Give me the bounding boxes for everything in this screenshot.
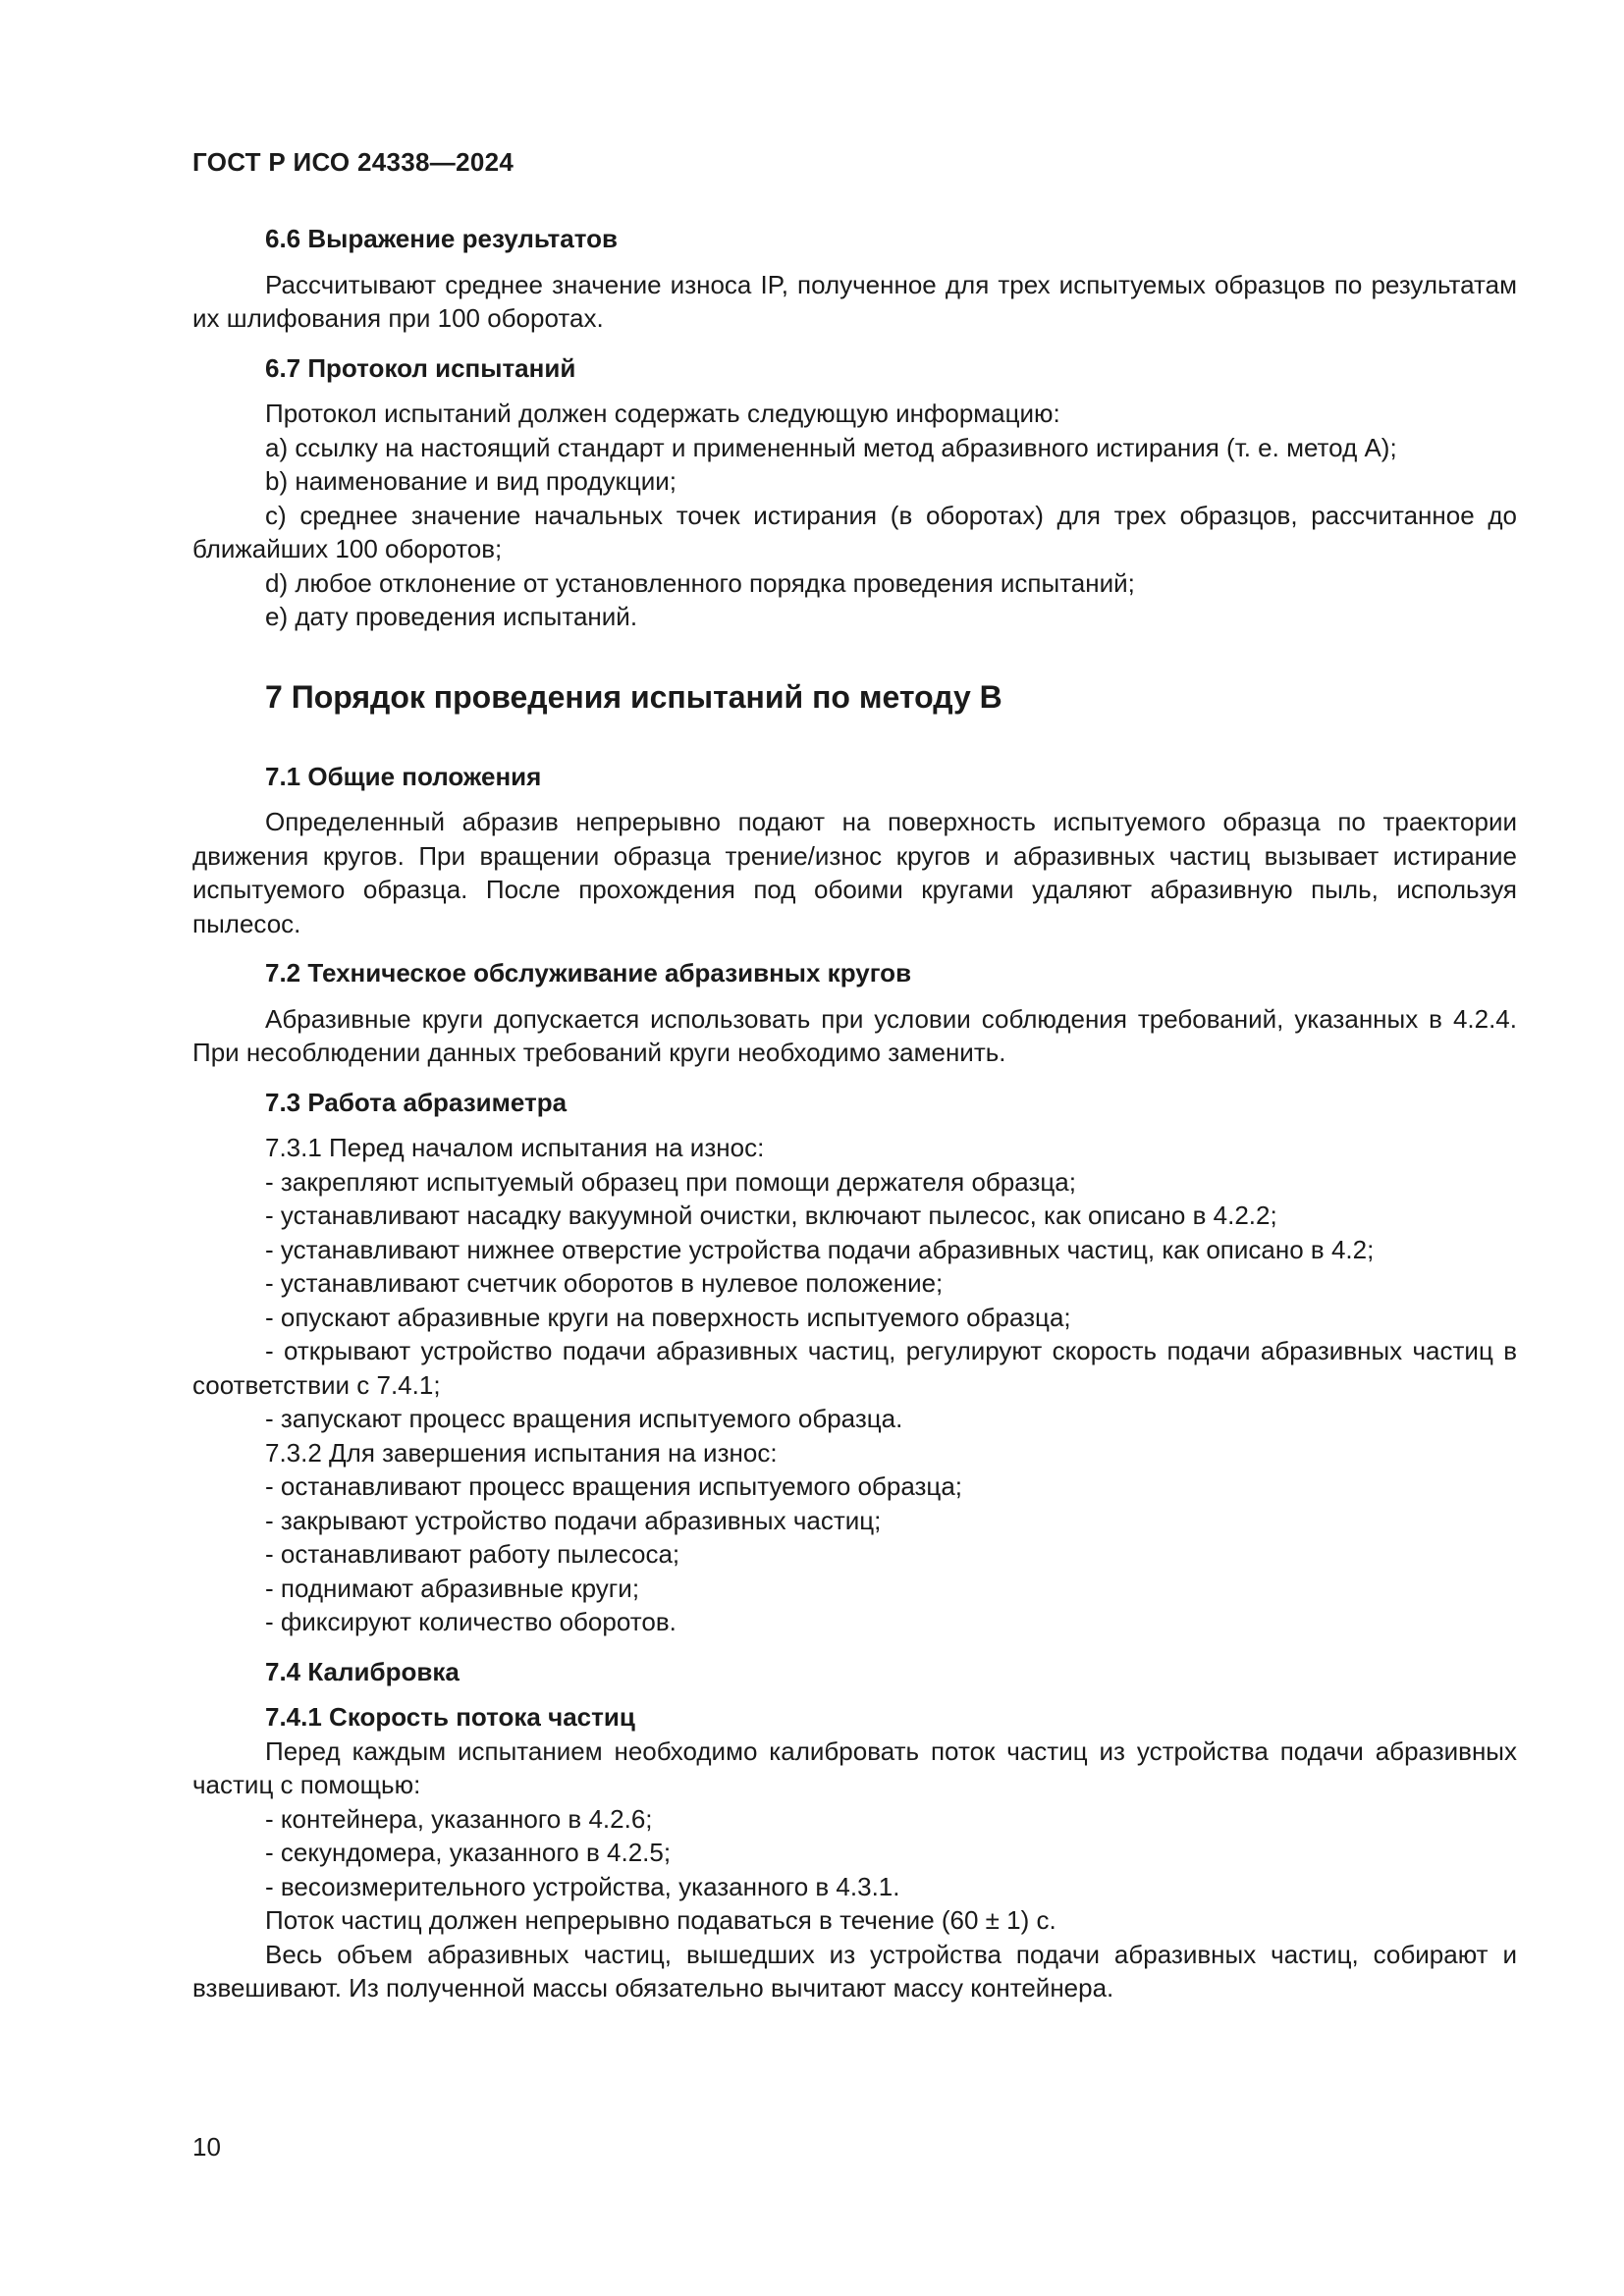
list-item: - запускают процесс вращения испытуемого образца.	[265, 1404, 903, 1433]
list-item: - секундомера, указанного в 4.2.5;	[265, 1838, 672, 1867]
list-item: - поднимают абразивные круги;	[265, 1573, 640, 1603]
list-item: - останавливают процесс вращения испытуемого образца;	[265, 1471, 963, 1501]
section-6-6-title: 6.6 Выражение результатов	[265, 224, 619, 253]
list-item: e) дату проведения испытаний.	[265, 602, 638, 631]
section-7-1-text: Определенный абразив непрерывно подают на поверхность испытуемого образца по траектории движения кругов. При вращении образца трение/износ кругов и абразивных частиц вызывает истирание испытуемого образца. После прохождения под обоими кругами удаляют абразивную пыль, используя пылесос.	[192, 807, 1517, 938]
clause-7-4-1-text: Перед каждым испытанием необходимо калибровать поток частиц из устройства подачи абразивных частиц с помощью:	[192, 1735, 1517, 1799]
list-item: - фиксируют количество оборотов.	[265, 1607, 677, 1636]
clause-7-4-1-flow: Поток частиц должен непрерывно подаваться в течение (60 ± 1) с.	[265, 1905, 1056, 1935]
list-item: - устанавливают нижнее отверстие устройства подачи абразивных частиц, как описано в 4.2;	[265, 1234, 1375, 1264]
list-item: a) ссылку на настоящий стандарт и примененный метод абразивного истирания (т. е. метод А);	[265, 432, 1397, 462]
document-code-header: ГОСТ Р ИСО 24338—2024	[192, 147, 514, 177]
list-item: - опускают абразивные круги на поверхность испытуемого образца;	[265, 1302, 1071, 1332]
page-number: 10	[192, 2132, 221, 2162]
list-item: - открывают устройство подачи абразивных частиц, регулируют скорость подачи абразивных частиц в соответствии с 7.4.1;	[192, 1336, 1517, 1400]
section-7-title: 7 Порядок проведения испытаний по методу В	[265, 678, 1002, 715]
section-6-7-intro: Протокол испытаний должен содержать следующую информацию:	[265, 399, 1060, 428]
list-item: d) любое отклонение от установленного порядка проведения испытаний;	[265, 567, 1135, 598]
clause-7-3-2: 7.3.2 Для завершения испытания на износ:	[265, 1437, 778, 1468]
clause-7-3-1: 7.3.1 Перед началом испытания на износ:	[265, 1133, 765, 1162]
section-7-2-title: 7.2 Техническое обслуживание абразивных кругов	[265, 958, 912, 988]
section-6-7-title: 6.7 Протокол испытаний	[265, 352, 576, 383]
document-body	[192, 222, 1517, 2005]
list-item: - закрепляют испытуемый образец при помощи держателя образца;	[265, 1166, 1076, 1197]
list-item: b) наименование и вид продукции;	[265, 466, 677, 496]
list-item: - закрывают устройство подачи абразивных частиц;	[265, 1505, 882, 1535]
section-7-4-title: 7.4 Калибровка	[265, 1656, 460, 1686]
section-7-2-text: Абразивные круги допускается использовать при условии соблюдения требований, указанных в 4.2.4. При несоблюдении данных требований круги необходимо заменить.	[192, 1003, 1517, 1067]
section-6-6-text: Рассчитывают среднее значение износа IP, полученное для трех испытуемых образцов по результатам их шлифования при 100 оборотах.	[192, 269, 1517, 333]
clause-7-4-1-weigh: Весь объем абразивных частиц, вышедших из устройства подачи абразивных частиц, собирают и взвешивают. Из полученной массы обязательно вычитают массу контейнера.	[192, 1939, 1517, 2002]
section-7-1-title: 7.1 Общие положения	[265, 761, 542, 791]
list-item: - устанавливают насадку вакуумной очистки, включают пылесос, как описано в 4.2.2;	[265, 1201, 1277, 1230]
clause-7-4-1-title: 7.4.1 Скорость потока частиц	[265, 1702, 635, 1732]
section-7-3-title: 7.3 Работа абразиметра	[265, 1087, 568, 1117]
list-item: - весоизмерительного устройства, указанного в 4.3.1.	[265, 1871, 900, 1901]
list-item: - останавливают работу пылесоса;	[265, 1539, 680, 1569]
list-item: c) среднее значение начальных точек истирания (в оборотах) для трех образцов, рассчитанное до ближайших 100 оборотов;	[192, 500, 1517, 563]
list-item: - контейнера, указанного в 4.2.6;	[265, 1803, 653, 1834]
list-item: - устанавливают счетчик оборотов в нулевое положение;	[265, 1268, 944, 1298]
